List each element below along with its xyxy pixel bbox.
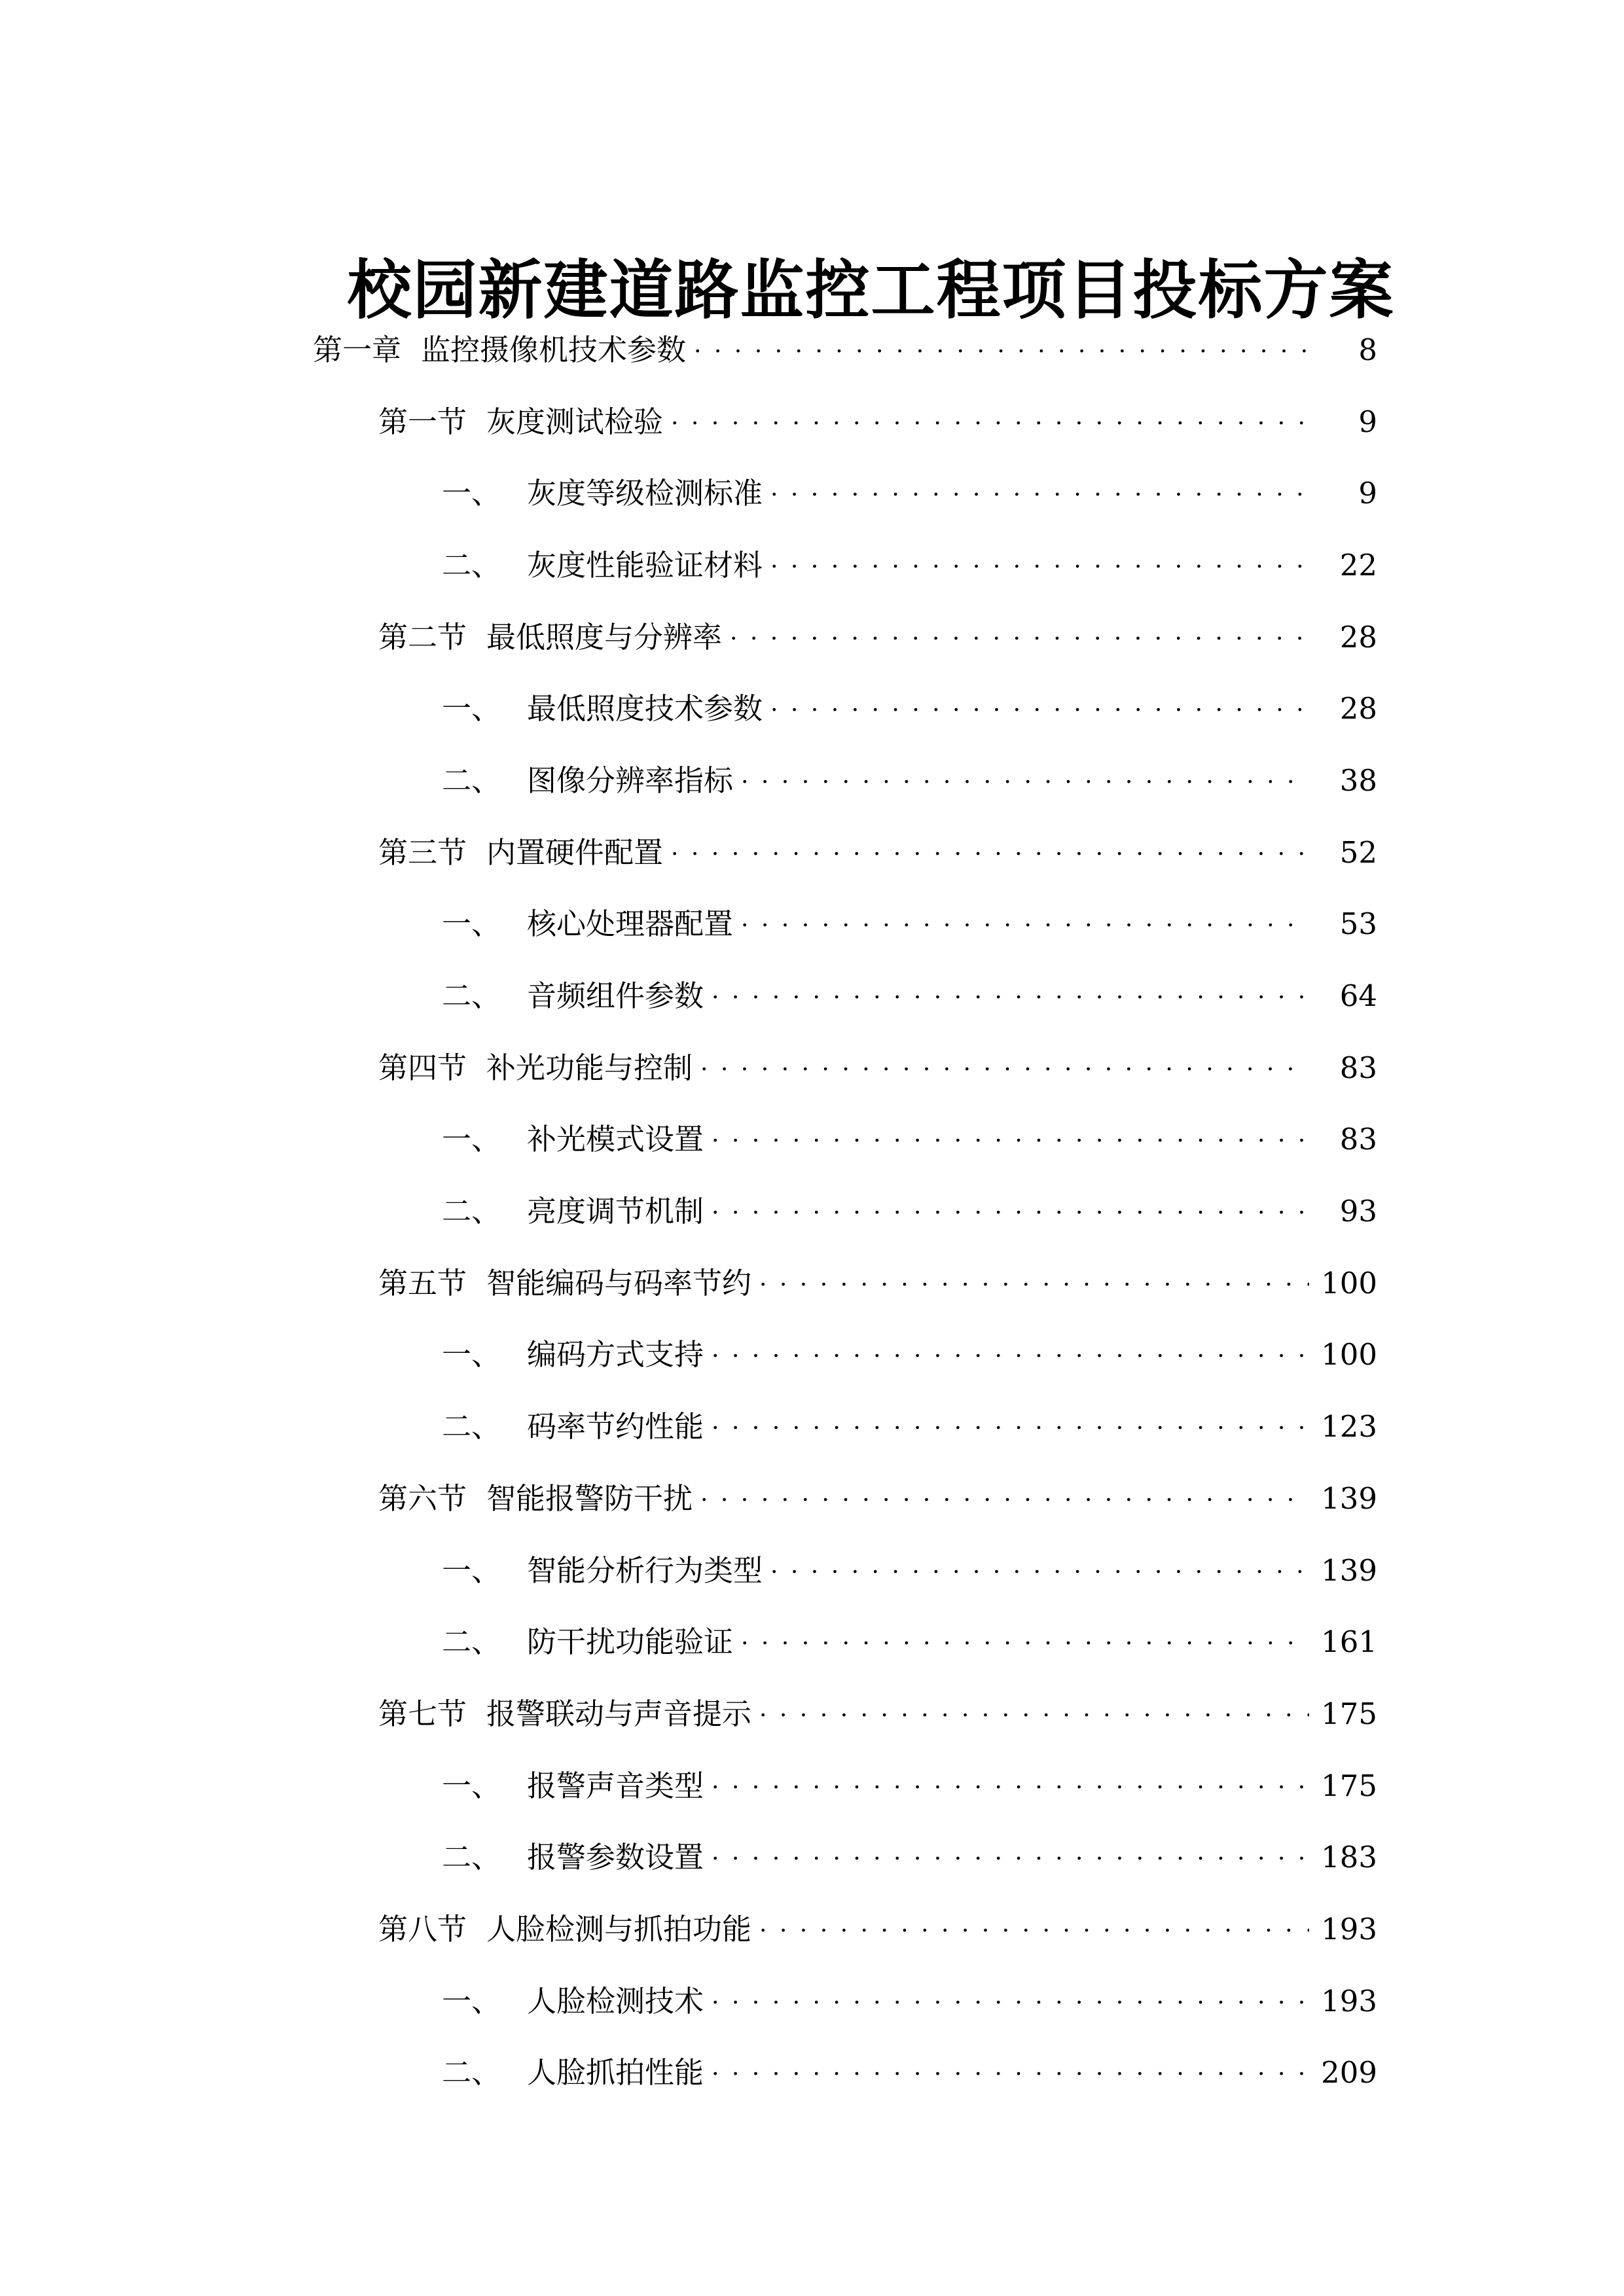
- toc-dot-leader: [759, 1695, 1309, 1734]
- toc-entry[interactable]: [0, 745, 1624, 817]
- toc-dot-leader: [712, 1120, 1309, 1159]
- toc-entry-number: 一、: [442, 1552, 501, 1588]
- toc-entry-page-number: 52: [1339, 834, 1377, 870]
- document-title: 校园新建道路监控工程项目投标方案: [347, 252, 1395, 328]
- toc-entry-title: 智能报警防干扰: [486, 1480, 693, 1516]
- toc-entry-page-number: 209: [1321, 2055, 1377, 2090]
- toc-entry-title: 音频组件参数: [527, 978, 704, 1014]
- toc-entry[interactable]: [0, 314, 1624, 386]
- toc-entry-title: 人脸检测与抓拍功能: [486, 1911, 752, 1946]
- toc-entry-page-number: 193: [1321, 1983, 1377, 2018]
- toc-entry-title: 人脸抓拍性能: [527, 2055, 704, 2090]
- toc-entry-number: 二、: [442, 1194, 501, 1229]
- toc-entry-number: 二、: [442, 978, 501, 1014]
- toc-entry-number: 一、: [442, 1983, 501, 2018]
- toc-entry[interactable]: [0, 889, 1624, 961]
- toc-entry-title: 报警声音类型: [527, 1768, 704, 1803]
- toc-dot-leader: [712, 1767, 1309, 1806]
- toc-entry-number: 第一节: [378, 404, 467, 439]
- toc-dot-leader: [770, 546, 1309, 585]
- toc-entry[interactable]: [0, 529, 1624, 601]
- toc-entry-number: 一、: [442, 476, 501, 511]
- toc-entry-number: 二、: [442, 547, 501, 583]
- toc-entry-title: 报警参数设置: [527, 1840, 704, 1875]
- toc-entry[interactable]: [0, 1606, 1624, 1678]
- toc-entry-page-number: 139: [1321, 1480, 1377, 1516]
- toc-entry-page-number: 83: [1339, 1122, 1377, 1157]
- toc-entry-page-number: 100: [1321, 1265, 1377, 1300]
- toc-dot-leader: [759, 1264, 1309, 1303]
- toc-entry-page-number: 175: [1321, 1696, 1377, 1731]
- toc-entry-number: 二、: [442, 2055, 501, 2090]
- toc-entry-page-number: 175: [1321, 1768, 1377, 1803]
- toc-entry[interactable]: [0, 1535, 1624, 1607]
- toc-entry-title: 灰度测试检验: [486, 404, 664, 439]
- toc-dot-leader: [741, 1623, 1309, 1662]
- toc-entry-title: 智能编码与码率节约: [486, 1265, 752, 1300]
- toc-entry[interactable]: [0, 1104, 1624, 1176]
- toc-entry-number: 第五节: [378, 1265, 467, 1300]
- toc-dot-leader: [671, 833, 1309, 872]
- toc-entry-title: 报警联动与声音提示: [486, 1696, 752, 1731]
- toc-entry-page-number: 9: [1358, 404, 1377, 439]
- toc-entry-title: 图像分辨率指标: [527, 762, 734, 798]
- toc-entry-title: 最低照度技术参数: [527, 691, 763, 726]
- toc-entry-number: 一、: [442, 691, 501, 726]
- toc-entry-title: 码率节约性能: [527, 1409, 704, 1444]
- toc-entry-page-number: 139: [1321, 1552, 1377, 1588]
- toc-entry[interactable]: [0, 1750, 1624, 1822]
- toc-entry-page-number: 9: [1358, 476, 1377, 511]
- toc-entry-page-number: 93: [1339, 1194, 1377, 1229]
- toc-entry-page-number: 22: [1339, 547, 1377, 583]
- toc-entry-title: 亮度调节机制: [527, 1194, 704, 1229]
- toc-entry-number: 第二节: [378, 619, 467, 655]
- toc-entry-page-number: 161: [1321, 1624, 1377, 1660]
- toc-dot-leader: [770, 474, 1309, 513]
- toc-entry[interactable]: [0, 960, 1624, 1032]
- toc-entry-page-number: 64: [1339, 978, 1377, 1014]
- toc-dot-leader: [741, 905, 1309, 944]
- toc-entry-number: 一、: [442, 906, 501, 942]
- toc-dot-leader: [759, 1910, 1309, 1949]
- toc-entry-number: 第一章: [313, 332, 402, 367]
- toc-entry[interactable]: [0, 673, 1624, 745]
- toc-entry-page-number: 183: [1321, 1840, 1377, 1875]
- toc-entry[interactable]: [0, 1821, 1624, 1893]
- toc-dot-leader: [694, 331, 1309, 370]
- toc-entry-title: 编码方式支持: [527, 1337, 704, 1372]
- toc-entry-number: 二、: [442, 1409, 501, 1444]
- toc-entry[interactable]: [0, 1678, 1624, 1750]
- toc-entry[interactable]: [0, 1463, 1624, 1535]
- toc-entry-title: 最低照度与分辨率: [486, 619, 723, 655]
- toc-entry-page-number: 123: [1321, 1409, 1377, 1444]
- toc-entry-page-number: 28: [1339, 619, 1377, 655]
- toc-entry[interactable]: [0, 1032, 1624, 1104]
- toc-dot-leader: [712, 1982, 1309, 2021]
- toc-entry-page-number: 83: [1339, 1050, 1377, 1085]
- toc-entry-title: 人脸检测技术: [527, 1983, 704, 2018]
- toc-entry-page-number: 28: [1339, 691, 1377, 726]
- toc-dot-leader: [741, 761, 1309, 800]
- toc-dot-leader: [712, 1192, 1309, 1231]
- toc-entry[interactable]: [0, 817, 1624, 889]
- toc-entry[interactable]: [0, 1965, 1624, 2037]
- toc-entry-number: 第八节: [378, 1911, 467, 1946]
- toc-entry-number: 一、: [442, 1337, 501, 1372]
- toc-entry-title: 灰度等级检测标准: [527, 476, 763, 511]
- toc-entry-page-number: 8: [1358, 332, 1377, 367]
- toc-entry-number: 二、: [442, 1840, 501, 1875]
- toc-dot-leader: [712, 1407, 1309, 1446]
- toc-entry-page-number: 53: [1339, 906, 1377, 942]
- toc-dot-leader: [770, 1551, 1309, 1590]
- toc-entry[interactable]: [0, 386, 1624, 458]
- toc-dot-leader: [712, 977, 1309, 1016]
- toc-dot-leader: [712, 2053, 1309, 2092]
- toc-entry-page-number: 193: [1321, 1911, 1377, 1946]
- toc-entry-title: 防干扰功能验证: [527, 1624, 734, 1660]
- toc-dot-leader: [700, 1479, 1309, 1518]
- toc-dot-leader: [671, 403, 1309, 442]
- toc-entry[interactable]: [0, 1893, 1624, 1965]
- toc-entry-number: 第六节: [378, 1480, 467, 1516]
- toc-entry-number: 第三节: [378, 834, 467, 870]
- toc-entry[interactable]: [0, 1175, 1624, 1247]
- toc-entry-number: 一、: [442, 1768, 501, 1803]
- toc-entry[interactable]: [0, 2037, 1624, 2109]
- table-of-contents: [0, 314, 1624, 2109]
- toc-entry-title: 核心处理器配置: [527, 906, 734, 942]
- toc-entry-number: 第七节: [378, 1696, 467, 1731]
- toc-dot-leader: [730, 618, 1309, 657]
- toc-dot-leader: [770, 689, 1309, 728]
- toc-dot-leader: [712, 1838, 1309, 1877]
- toc-entry-title: 智能分析行为类型: [527, 1552, 763, 1588]
- toc-entry[interactable]: [0, 457, 1624, 529]
- toc-entry-title: 灰度性能验证材料: [527, 547, 763, 583]
- toc-entry-page-number: 38: [1339, 762, 1377, 798]
- toc-entry-number: 一、: [442, 1122, 501, 1157]
- toc-entry-number: 二、: [442, 1624, 501, 1660]
- toc-entry[interactable]: [0, 1391, 1624, 1463]
- toc-entry[interactable]: [0, 1319, 1624, 1391]
- toc-entry-page-number: 100: [1321, 1337, 1377, 1372]
- toc-entry-title: 内置硬件配置: [486, 834, 664, 870]
- toc-entry-number: 第四节: [378, 1050, 467, 1085]
- toc-entry-number: 二、: [442, 762, 501, 798]
- toc-entry-title: 补光功能与控制: [486, 1050, 693, 1085]
- toc-dot-leader: [700, 1049, 1309, 1088]
- toc-entry[interactable]: [0, 601, 1624, 673]
- toc-entry-title: 补光模式设置: [527, 1122, 704, 1157]
- toc-entry[interactable]: [0, 1247, 1624, 1319]
- toc-dot-leader: [712, 1335, 1309, 1374]
- toc-entry-title: 监控摄像机技术参数: [421, 332, 687, 367]
